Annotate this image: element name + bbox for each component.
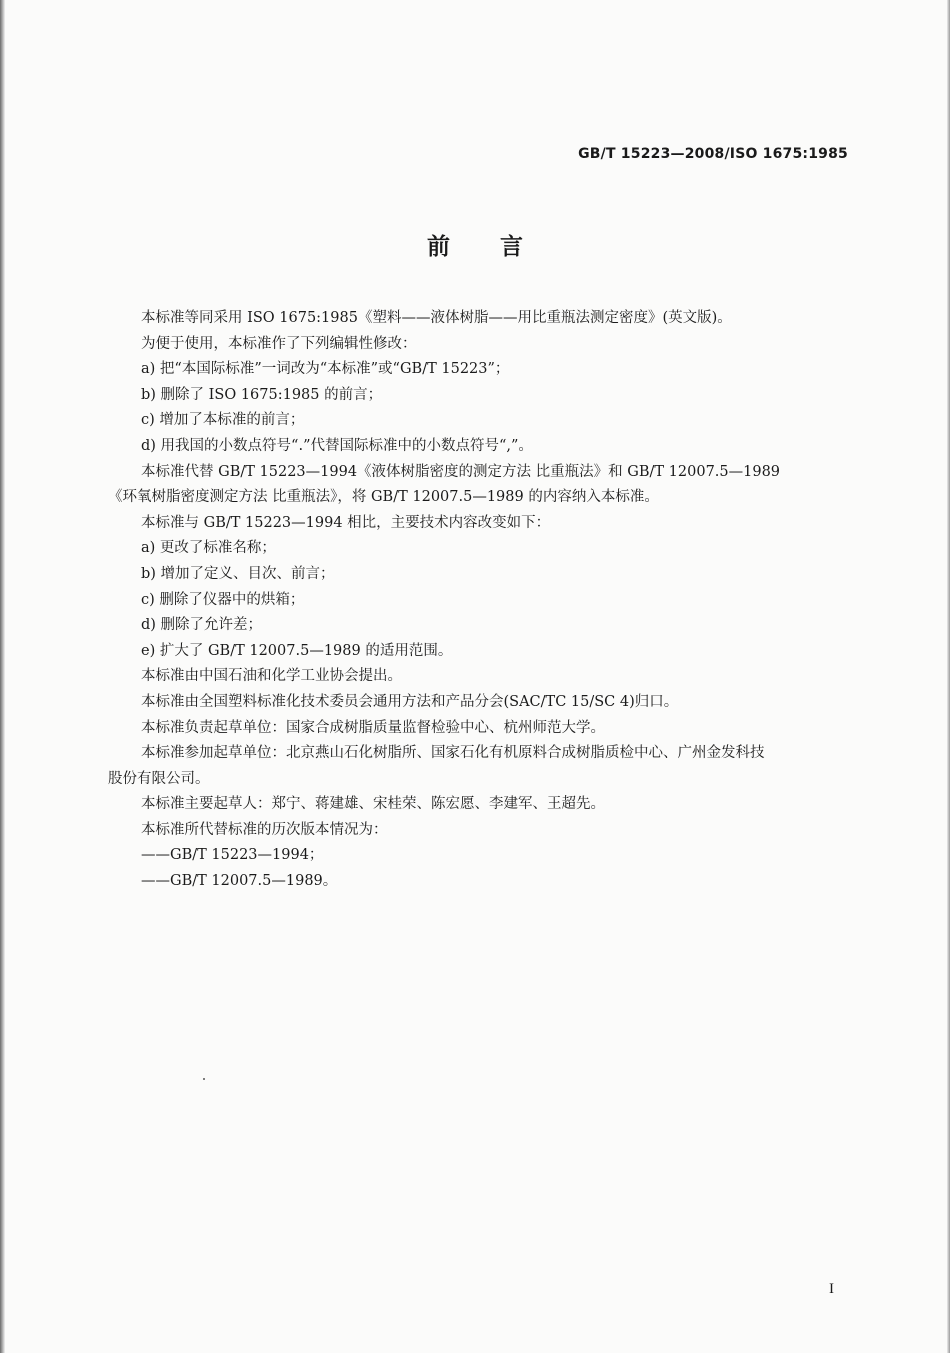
list-item: d) 删除了允许差； — [141, 617, 263, 634]
text-line: 本标准等同采用 ISO 1675:1985《塑料——液体树脂——用比重瓶法测定密度》(英文版)。 — [141, 310, 732, 326]
text-line: 本标准主要起草人：郑宁、蒋建雄、宋桂荣、陈宏愿、李建军、王超先。 — [141, 796, 605, 813]
text-line: 股份有限公司。 — [108, 770, 210, 787]
text-line: ——GB/T 12007.5—1989。 — [141, 873, 338, 890]
text-line: 本标准代替 GB/T 15223—1994《液体树脂密度的测定方法 比重瓶法》和 GB/T 12007.5—1989 — [141, 463, 781, 480]
list-item: e) 扩大了 GB/T 12007.5—1989 的适用范围。 — [141, 642, 453, 659]
list-item: a) 更改了标准名称； — [141, 540, 276, 557]
document-body — [108, 306, 850, 895]
text-line: 本标准由中国石油和化学工业协会提出。 — [141, 668, 402, 685]
scan-left-edge — [0, 0, 5, 1353]
section-heading: 前言 — [427, 234, 573, 260]
list-item: a) 把“本国际标准”一词改为“本标准”或“GB/T 15223”； — [141, 361, 510, 378]
text-line: 本标准负责起草单位：国家合成树脂质量监督检验中心、杭州师范大学。 — [141, 719, 605, 736]
text-line: 本标准参加起草单位：北京燕山石化树脂所、国家石化有机原料合成树脂质检中心、广州金发科技 — [141, 745, 765, 762]
text-line: 本标准由全国塑料标准化技术委员会通用方法和产品分会(SAC/TC 15/SC 4)归口。 — [141, 693, 679, 710]
text-line: 本标准与 GB/T 15223—1994 相比，主要技术内容改变如下： — [141, 514, 551, 531]
list-item: b) 增加了定义、目次、前言； — [141, 565, 335, 582]
scan-speck — [203, 1078, 205, 1080]
standard-number: GB/T 15223—2008/ISO 1675:1985 — [578, 146, 848, 162]
list-item: c) 增加了本标准的前言； — [141, 412, 305, 429]
list-item: d) 用我国的小数点符号“.”代替国际标准中的小数点符号“,”。 — [141, 437, 533, 454]
list-item: b) 删除了 ISO 1675:1985 的前言； — [141, 386, 383, 403]
text-line: 《环氧树脂密度测定方法 比重瓶法》，将 GB/T 12007.5—1989 的内容纳入本标准。 — [108, 489, 659, 506]
page-number: I — [829, 1281, 834, 1297]
text-line: 为便于使用，本标准作了下列编辑性修改： — [141, 335, 417, 352]
text-line: ——GB/T 15223—1994； — [141, 847, 324, 864]
text-line: 本标准所代替标准的历次版本情况为： — [141, 821, 388, 838]
list-item: c) 删除了仪器中的烘箱； — [141, 591, 305, 608]
